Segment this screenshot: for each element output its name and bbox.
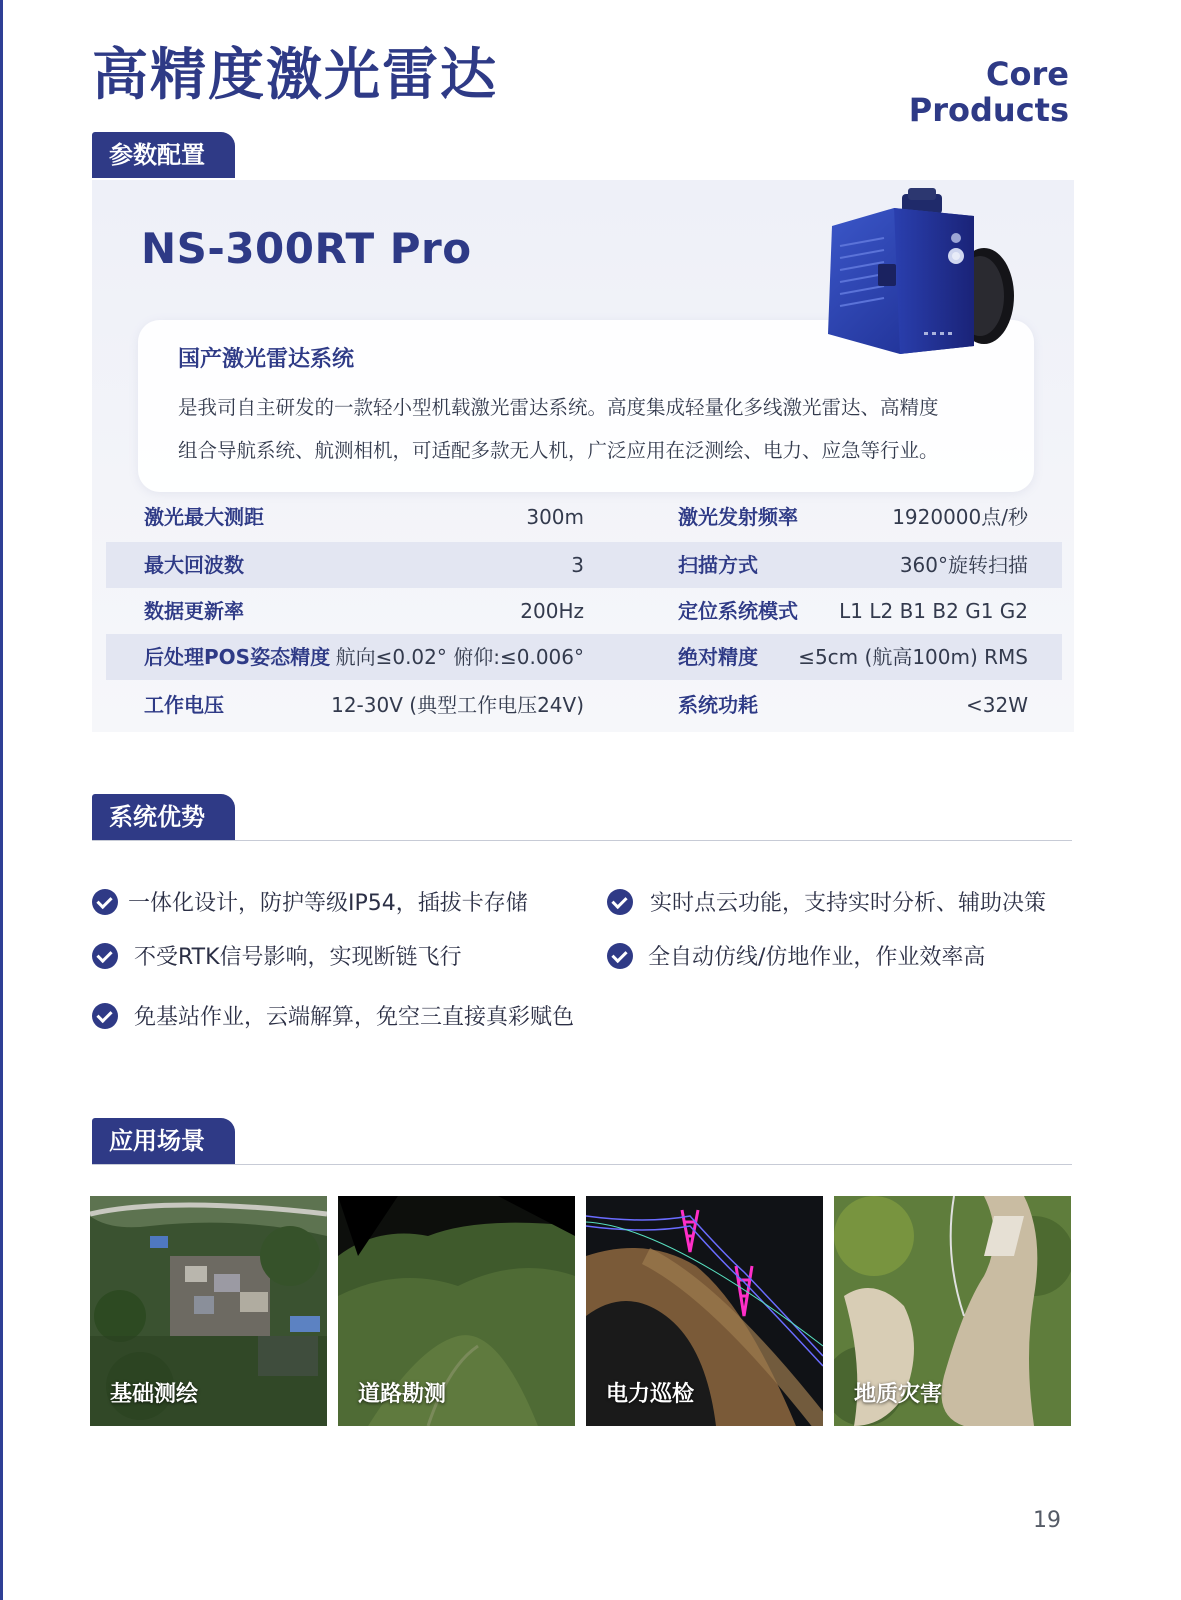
- check-circle-icon: [92, 1003, 118, 1029]
- spec-row: [106, 682, 1062, 728]
- section-divider: [92, 1164, 1072, 1165]
- scene-road-survey: [338, 1196, 575, 1426]
- spec-key: 最大回波数: [144, 553, 244, 577]
- scene-basic-mapping: [90, 1196, 327, 1426]
- core-products-label: [909, 56, 1069, 128]
- intro-line-2: 组合导航系统、航测相机，可适配多款无人机，广泛应用在泛测绘、电力、应急等行业。: [178, 439, 939, 462]
- spec-value: 360°旋转扫描: [899, 553, 1028, 577]
- spec-key: 系统功耗: [678, 693, 758, 717]
- intro-text: [178, 386, 1018, 472]
- spec-row: [106, 588, 1062, 634]
- spec-value: ≤5cm (航高100m) RMS: [798, 645, 1028, 669]
- check-circle-icon: [92, 943, 118, 969]
- page-title: 高精度激光雷达: [92, 43, 498, 108]
- spec-value: 300m: [526, 505, 584, 529]
- scene-geological-hazard: [834, 1196, 1071, 1426]
- product-model-name: NS-300RT Pro: [141, 224, 472, 273]
- scene-power-inspection: [586, 1196, 823, 1426]
- section-tab-params: 参数配置: [92, 132, 235, 178]
- page-number: 19: [1033, 1508, 1061, 1533]
- spec-row: [106, 542, 1062, 588]
- advantage-item: 免基站作业，云端解算，免空三直接真彩赋色: [134, 1005, 575, 1030]
- spec-key: 数据更新率: [144, 599, 244, 623]
- intro-title: 国产激光雷达系统: [178, 347, 355, 372]
- spec-key: 定位系统模式: [678, 599, 798, 623]
- core-products-line-2: Products: [908, 91, 1069, 129]
- spec-value: 1920000点/秒: [892, 505, 1028, 529]
- left-edge-rule: [0, 0, 3, 1600]
- advantage-item: 全自动仿线/仿地作业，作业效率高: [648, 945, 986, 970]
- spec-key: 扫描方式: [678, 553, 758, 577]
- spec-value: 3: [571, 553, 584, 577]
- scene-label: 道路勘测: [358, 1382, 447, 1407]
- spec-row: [106, 634, 1062, 680]
- section-divider: [92, 840, 1072, 841]
- intro-line-1: 是我司自主研发的一款轻小型机载激光雷达系统。高度集成轻量化多线激光雷达、高精度: [178, 396, 939, 419]
- spec-key: 激光发射频率: [678, 505, 798, 529]
- spec-value: 航向≤0.02° 俯仰:≤0.006°: [335, 645, 584, 669]
- spec-value: 12-30V (典型工作电压24V): [331, 693, 584, 717]
- spec-value: <32W: [966, 693, 1028, 717]
- lidar-product-image: [824, 186, 1020, 356]
- advantage-item: 不受RTK信号影响，实现断链飞行: [134, 945, 462, 970]
- spec-value: 200Hz: [520, 599, 584, 623]
- check-circle-icon: [607, 889, 633, 915]
- check-circle-icon: [92, 889, 118, 915]
- check-circle-icon: [607, 943, 633, 969]
- advantage-item: 实时点云功能，支持实时分析、辅助决策: [650, 891, 1047, 916]
- scene-label: 电力巡检: [606, 1382, 695, 1407]
- scene-label: 基础测绘: [110, 1382, 199, 1407]
- spec-value: L1 L2 B1 B2 G1 G2: [839, 599, 1028, 623]
- spec-key: 后处理POS姿态精度: [144, 645, 331, 669]
- spec-key: 激光最大测距: [144, 505, 264, 529]
- section-tab-advantages: 系统优势: [92, 794, 235, 840]
- spec-key: 工作电压: [144, 693, 224, 717]
- core-products-line-1: Core: [986, 55, 1069, 93]
- section-tab-scenarios: 应用场景: [92, 1118, 235, 1164]
- advantage-item: 一体化设计，防护等级IP54，插拔卡存储: [128, 891, 528, 916]
- spec-row: [106, 494, 1062, 540]
- scene-label: 地质灾害: [854, 1382, 943, 1407]
- spec-key: 绝对精度: [678, 645, 758, 669]
